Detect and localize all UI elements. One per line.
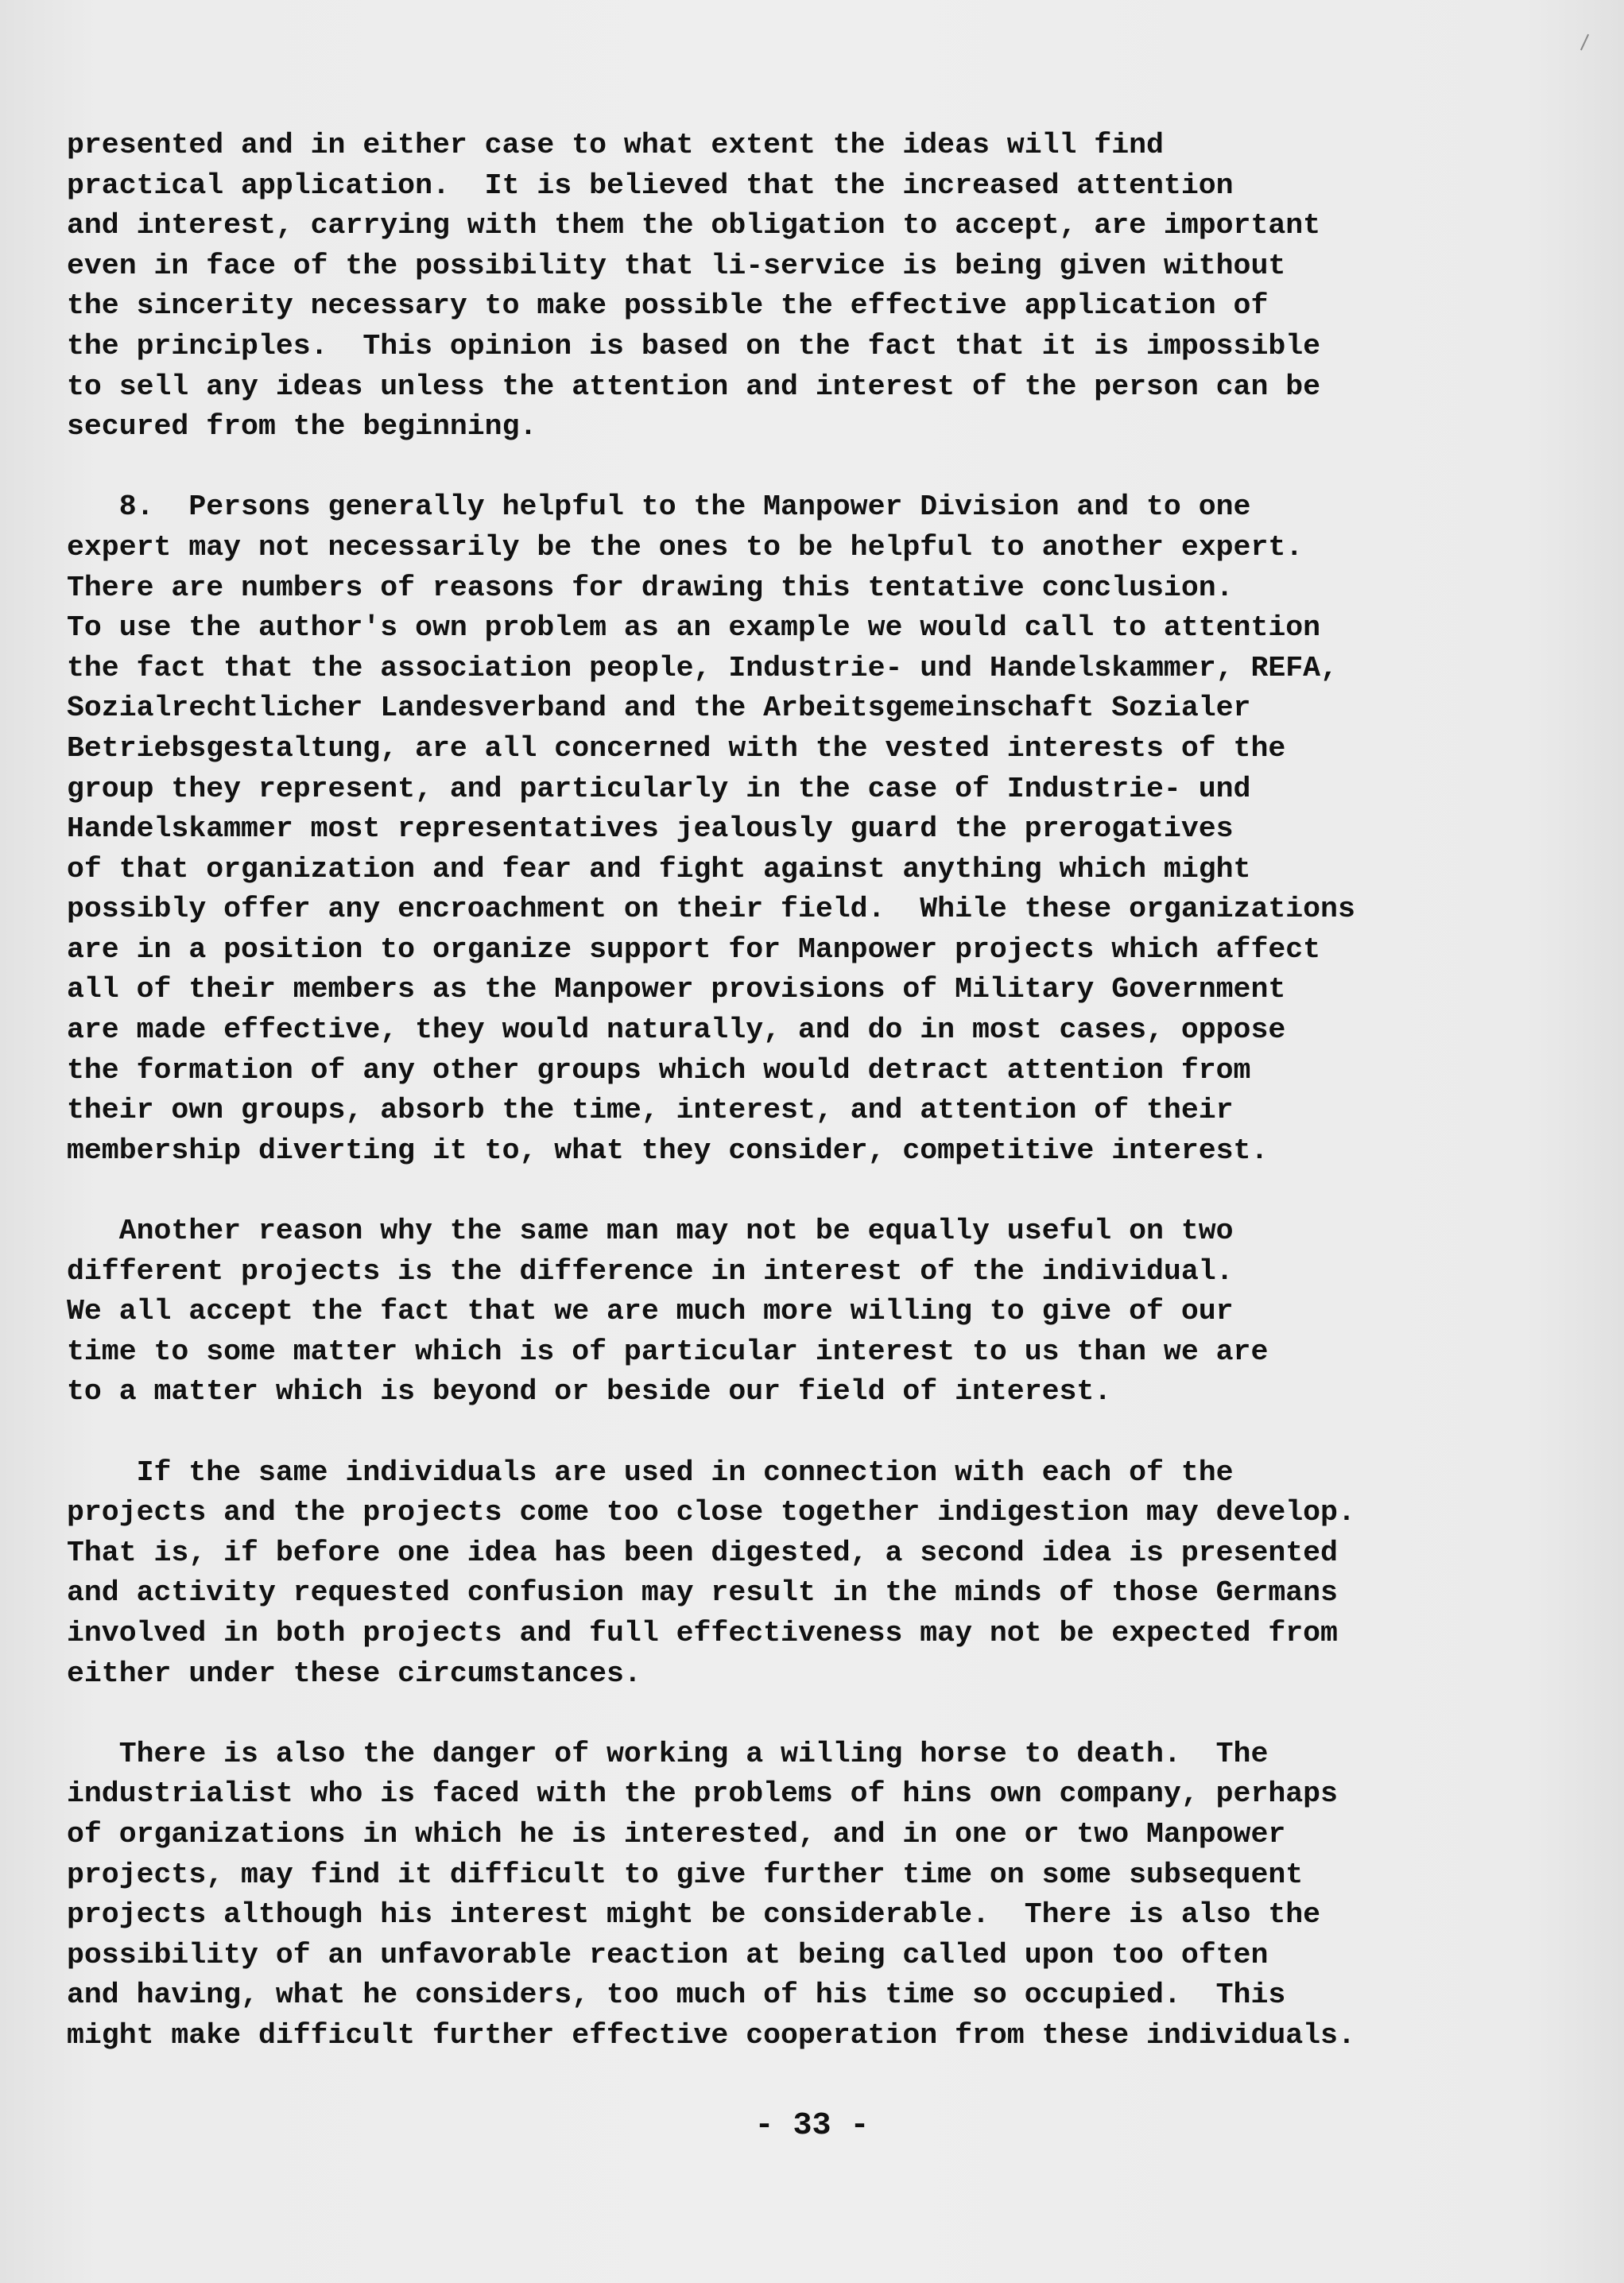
text-line: the sincerity necessary to make possible the effective application of: [67, 289, 1269, 323]
text-line: involved in both projects and full effectiveness may not be expected from: [67, 1616, 1338, 1649]
text-line: the formation of any other groups which would detract attention from: [67, 1053, 1251, 1087]
text-line: group they represent, and particularly in the case of Industrie- und: [67, 772, 1251, 805]
text-line: To use the author's own problem as an example we would call to attention: [67, 611, 1321, 645]
text-line: are made effective, they would naturally, and do in most cases, oppose: [67, 1014, 1286, 1047]
text-line: presented and in either case to what extent the ideas will find: [67, 129, 1164, 161]
text-line: possibility of an unfavorable reaction at being called upon too often: [67, 1938, 1269, 1971]
text-line: membership diverting it to, what they consider, competitive interest.: [67, 1134, 1269, 1167]
text-line: Betriebsgestaltung, are all concerned with the vested interests of the: [67, 731, 1286, 765]
paragraph-5: [67, 1735, 1537, 2056]
text-line: Another reason why the same man may not be equally useful on two: [67, 1215, 1234, 1248]
text-line: are in a position to organize support for Manpower projects which affect: [67, 932, 1321, 966]
text-line: projects and the projects come too close together indigestion may develop.: [67, 1496, 1355, 1529]
text-line: their own groups, absorb the time, interest, and attention of their: [67, 1094, 1234, 1127]
text-line: There are numbers of reasons for drawing this tentative conclusion.: [67, 571, 1234, 604]
text-line: projects, may find it difficult to give further time on some subsequent: [67, 1858, 1304, 1891]
text-line: possibly offer any encroachment on their field. While these organizations: [67, 893, 1355, 926]
page-number: - 33 -: [754, 2108, 870, 2144]
text-line: and activity requested confusion may result in the minds of those Germans: [67, 1576, 1338, 1610]
text-line: and interest, carrying with them the obligation to accept, are important: [67, 209, 1321, 242]
text-line: There is also the danger of working a willing horse to death. The: [67, 1737, 1269, 1770]
text-line: Sozialrechtlicher Landesverband and the Arbeitsgemeinschaft Sozialer: [67, 692, 1251, 725]
text-line: to sell any ideas unless the attention and interest of the person can be: [67, 370, 1321, 403]
text-line: even in face of the possibility that li-service is being given without: [67, 249, 1286, 282]
text-line: to a matter which is beyond or beside our field of interest.: [67, 1375, 1112, 1409]
text-line: 8. Persons generally helpful to the Manpower Division and to one: [67, 490, 1251, 524]
paragraph-1: [67, 126, 1537, 448]
paragraph-2: [67, 487, 1537, 1171]
text-line: projects although his interest might be considerable. There is also the: [67, 1898, 1321, 1932]
text-line: practical application. It is believed that the increased attention: [67, 169, 1234, 202]
text-line: secured from the beginning.: [67, 410, 537, 444]
text-line: of that organization and fear and fight against anything which might: [67, 852, 1251, 886]
corner-mark: [1573, 30, 1589, 50]
text-line: Handelskammer most representatives jealously guard the prerogatives: [67, 812, 1234, 846]
text-line: the fact that the association people, Industrie- und Handelskammer, REFA,: [67, 651, 1338, 684]
text-line: time to some matter which is of particular interest to us than we are: [67, 1335, 1269, 1368]
text-line: the principles. This opinion is based on the fact that it is impossible: [67, 329, 1321, 362]
paragraph-4: [67, 1453, 1537, 1695]
text-line: industrialist who is faced with the problems of hins own company, perhaps: [67, 1777, 1338, 1811]
text-line: If the same individuals are used in connection with each of the: [67, 1455, 1234, 1489]
text-line: all of their members as the Manpower provisions of Military Government: [67, 973, 1286, 1006]
text-line: of organizations in which he is interested, and in one or two Manpower: [67, 1817, 1286, 1851]
text-line: That is, if before one idea has been digested, a second idea is presented: [67, 1536, 1338, 1569]
paragraph-3: [67, 1211, 1537, 1413]
text-line: and having, what he considers, too much of his time so occupied. This: [67, 1979, 1286, 2012]
text-line: We all accept the fact that we are much more willing to give of our: [67, 1295, 1234, 1328]
text-line: either under these circumstances.: [67, 1657, 641, 1690]
body-text: [67, 126, 1537, 2096]
text-line: different projects is the difference in interest of the individual.: [67, 1254, 1234, 1288]
text-line: expert may not necessarily be the ones to be helpful to another expert.: [67, 530, 1304, 564]
text-line: might make difficult further effective cooperation from these individuals.: [67, 2018, 1355, 2052]
